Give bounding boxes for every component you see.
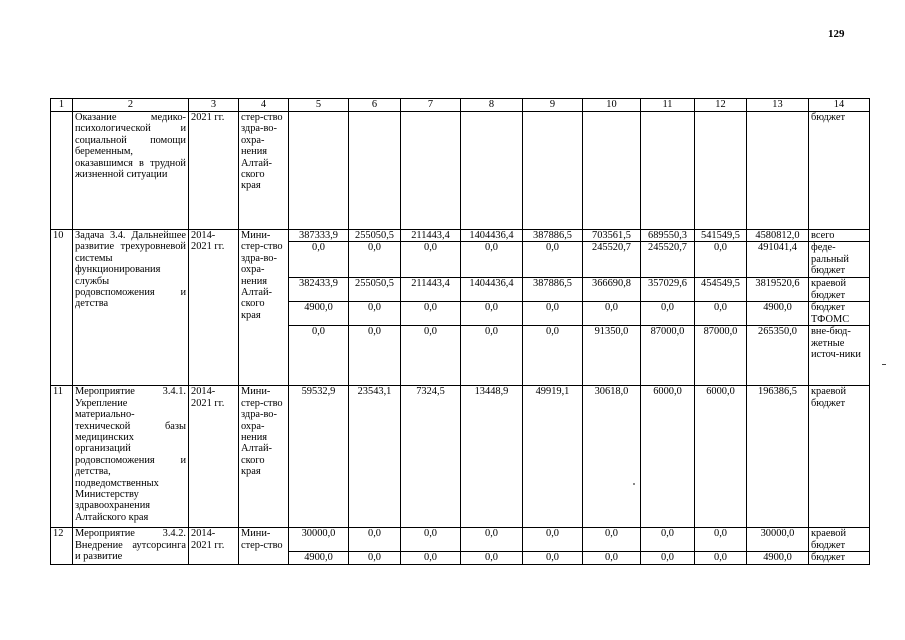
value-cell: 265350,0 (747, 326, 809, 386)
value-cell: 87000,0 (695, 326, 747, 386)
value-cell: 211443,4 (401, 278, 461, 302)
value-cell: 196386,5 (747, 386, 809, 528)
value-cell: 7324,5 (401, 386, 461, 528)
column-header: 11 (641, 99, 695, 112)
value-cell: 23543,1 (349, 386, 401, 528)
value-cell: 366690,8 (583, 278, 641, 302)
period: 2014-2021 гг. (189, 230, 239, 386)
value-cell: 4900,0 (289, 302, 349, 326)
value-cell: 387333,9 (289, 230, 349, 242)
column-header: 7 (401, 99, 461, 112)
column-header: 6 (349, 99, 401, 112)
value-cell: 703561,5 (583, 230, 641, 242)
value-cell: 245520,7 (641, 242, 695, 278)
value-cell: 0,0 (349, 242, 401, 278)
value-cell: 0,0 (401, 242, 461, 278)
value-cell: 6000,0 (641, 386, 695, 528)
value-cell: 0,0 (461, 242, 523, 278)
value-cell: 245520,7 (583, 242, 641, 278)
value-cell: 0,0 (641, 302, 695, 326)
funding-source: вне-бюд-жетные источ-ники (809, 326, 870, 386)
value-cell: 0,0 (695, 552, 747, 564)
funding-source: феде-ральный бюджет (809, 242, 870, 278)
funding-source: краевой бюджет (809, 528, 870, 552)
activity-name: Мероприятие 3.4.1. Укрепление материально-технической базы медицинских организаций родовспоможения и детства, подведомственных Министерству здравоохранения Алтайского края (73, 386, 189, 528)
column-header: 2 (73, 99, 189, 112)
margin-mark (882, 364, 886, 365)
funding-source: бюджет (809, 552, 870, 564)
value-cell: 4900,0 (289, 552, 349, 564)
value-cell: 689550,3 (641, 230, 695, 242)
executor: стер-ство здра-во-охра-нения Алтай-ского края (239, 112, 289, 230)
value-cell: 0,0 (461, 302, 523, 326)
value-cell: 0,0 (695, 528, 747, 552)
value-cell: 0,0 (583, 302, 641, 326)
value-cell: 0,0 (641, 552, 695, 564)
value-cell: 0,0 (349, 552, 401, 564)
value-cell: 0,0 (401, 528, 461, 552)
row-number: 11 (51, 386, 73, 528)
value-cell: 0,0 (289, 326, 349, 386)
funding-source: всего (809, 230, 870, 242)
value-cell: 0,0 (523, 302, 583, 326)
value-cell: 0,0 (641, 528, 695, 552)
value-cell: 387886,5 (523, 278, 583, 302)
column-header: 8 (461, 99, 523, 112)
value-cell: 1404436,4 (461, 230, 523, 242)
page-number: 129 (828, 28, 845, 40)
table-row (51, 528, 870, 552)
value-cell: 0,0 (523, 242, 583, 278)
value-cell: 87000,0 (641, 326, 695, 386)
value-cell: 49919,1 (523, 386, 583, 528)
value-cell: 0,0 (583, 552, 641, 564)
funding-source: бюджет (809, 112, 870, 230)
table-row (51, 112, 870, 230)
value-cell: 211443,4 (401, 230, 461, 242)
table-row (51, 386, 870, 528)
period: 2014-2021 гг. (189, 528, 239, 564)
value-cell: 6000,0 (695, 386, 747, 528)
value-cell: 91350,0 (583, 326, 641, 386)
activity-name: Задача 3.4. Дальнейшее развитие трехуровневой системы функционирования службы родовспоможения и детства (73, 230, 189, 386)
value-cell: 0,0 (461, 326, 523, 386)
activity-name: Мероприятие 3.4.2. Внедрение аутсорсинга и развитие (73, 528, 189, 564)
column-header: 9 (523, 99, 583, 112)
budget-table (50, 98, 870, 565)
header-row (51, 99, 870, 112)
row-number: 10 (51, 230, 73, 386)
period: 2014-2021 гг. (189, 386, 239, 528)
column-header: 4 (239, 99, 289, 112)
column-header: 10 (583, 99, 641, 112)
value-cell: 0,0 (401, 302, 461, 326)
value-cell: 382433,9 (289, 278, 349, 302)
value-cell: 0,0 (523, 326, 583, 386)
value-cell: 454549,5 (695, 278, 747, 302)
value-cell: 30000,0 (289, 528, 349, 552)
value-cell: 0,0 (401, 326, 461, 386)
activity-name: Оказание медико-психологической и социальной помощи беременным, оказавшимся в трудной жизненной ситуации (73, 112, 189, 230)
value-cell: 491041,4 (747, 242, 809, 278)
value-cell: 387886,5 (523, 230, 583, 242)
table-row (51, 230, 870, 242)
value-cell: 255050,5 (349, 278, 401, 302)
value-cell: 0,0 (401, 552, 461, 564)
value-cell: 0,0 (461, 528, 523, 552)
value-cell: 13448,9 (461, 386, 523, 528)
executor: Мини-стер-ство здра-во-охра-нения Алтай-ского края (239, 386, 289, 528)
executor: Мини-стер-ство здра-во-охра-нения Алтай-ского края (239, 230, 289, 386)
column-header: 13 (747, 99, 809, 112)
value-cell: 30000,0 (747, 528, 809, 552)
value-cell: 541549,5 (695, 230, 747, 242)
executor: Мини-стер-ство (239, 528, 289, 564)
period: 2021 гг. (189, 112, 239, 230)
value-cell: 0,0 (695, 302, 747, 326)
value-cell: 59532,9 (289, 386, 349, 528)
value-cell: 0,0 (349, 326, 401, 386)
value-cell: 0,0 (461, 552, 523, 564)
funding-source: краевой бюджет (809, 278, 870, 302)
column-header: 1 (51, 99, 73, 112)
column-header: 12 (695, 99, 747, 112)
column-header: 5 (289, 99, 349, 112)
value-cell: 30618,0 (583, 386, 641, 528)
value-cell: 4900,0 (747, 302, 809, 326)
value-cell: 0,0 (289, 242, 349, 278)
value-cell: 0,0 (349, 528, 401, 552)
value-cell: 4900,0 (747, 552, 809, 564)
value-cell: 255050,5 (349, 230, 401, 242)
row-number: 12 (51, 528, 73, 564)
value-cell: 0,0 (349, 302, 401, 326)
value-cell: 3819520,6 (747, 278, 809, 302)
value-cell: 0,0 (583, 528, 641, 552)
funding-source: краевой бюджет (809, 386, 870, 528)
value-cell: 0,0 (523, 528, 583, 552)
value-cell: 0,0 (695, 242, 747, 278)
funding-source: бюджет ТФОМС (809, 302, 870, 326)
row-number (51, 112, 73, 230)
value-cell: 0,0 (523, 552, 583, 564)
column-header: 14 (809, 99, 870, 112)
value-cell: 4580812,0 (747, 230, 809, 242)
column-header: 3 (189, 99, 239, 112)
value-cell: 1404436,4 (461, 278, 523, 302)
value-cell: 357029,6 (641, 278, 695, 302)
